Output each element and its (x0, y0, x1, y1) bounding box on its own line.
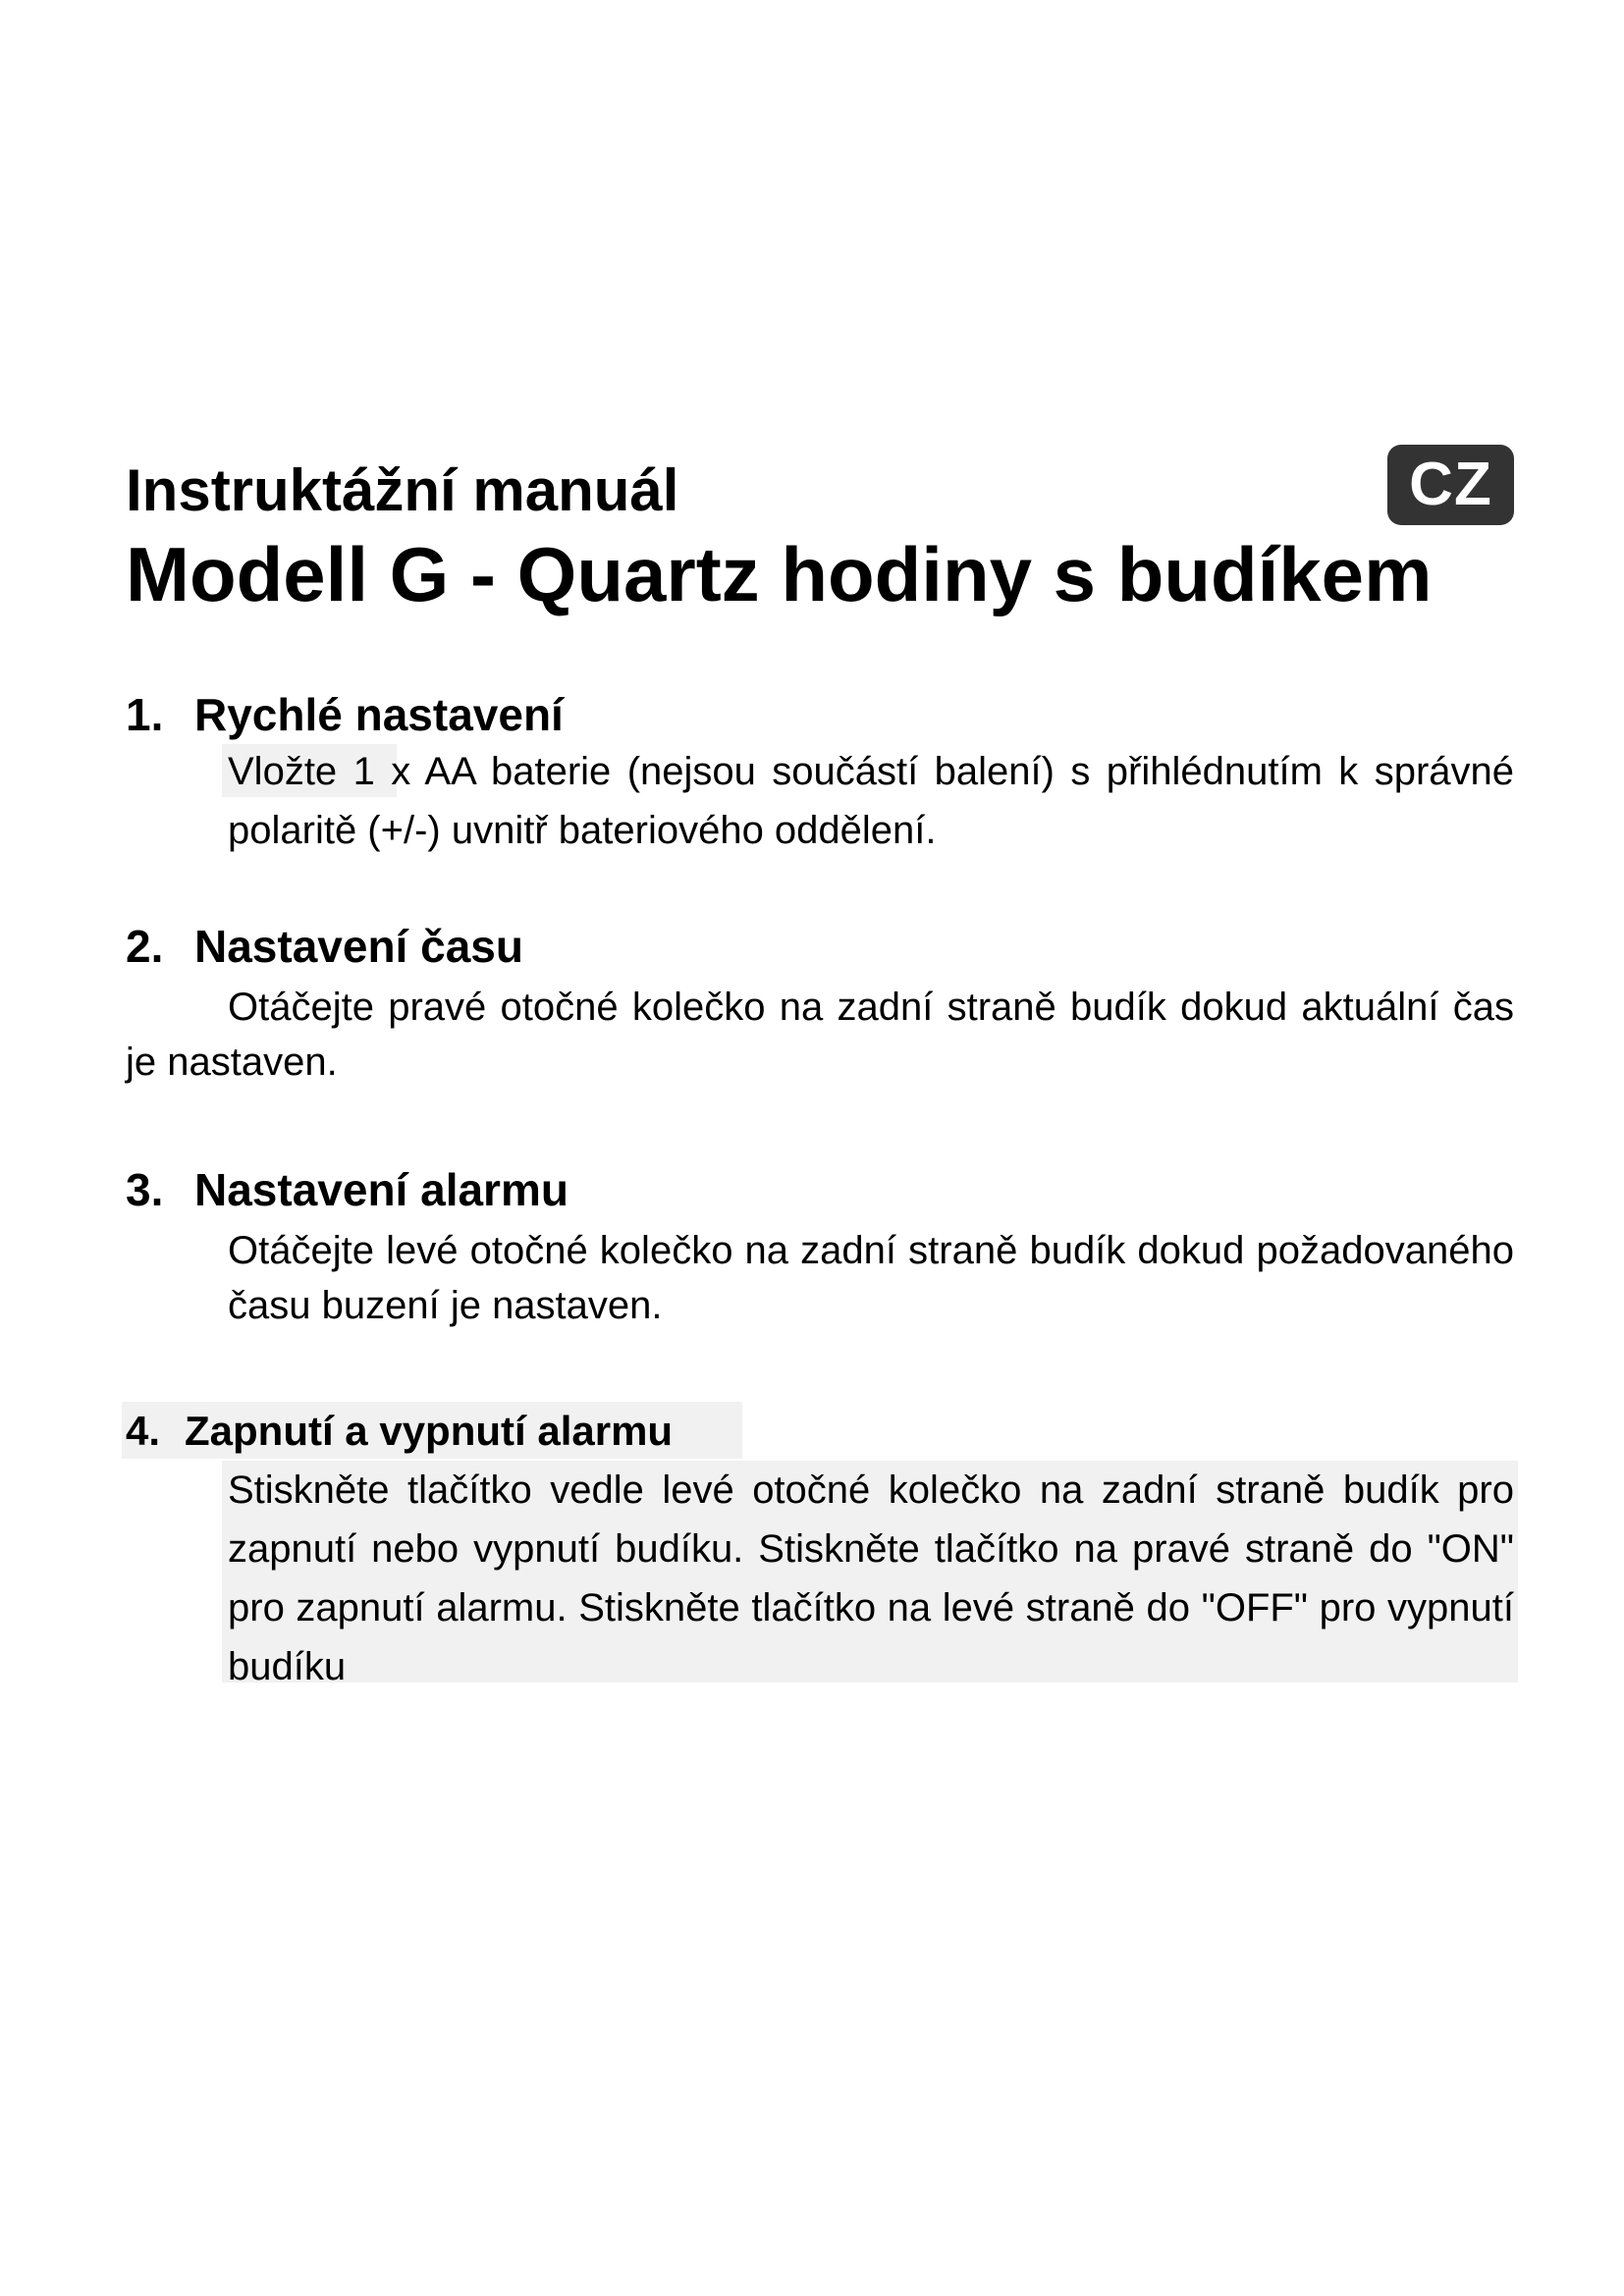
section-title: Rychlé nastavení (194, 689, 564, 740)
section-title: Nastavení alarmu (194, 1164, 568, 1215)
section-heading-alarm-setting (126, 1162, 568, 1217)
section-heading-time-setting (126, 919, 523, 974)
section-text-alarm-on-off: Stiskněte tlačítko vedle levé otočné kolečko na zadní straně budík pro zapnutí nebo vypnutí budíku. Stiskněte tlačítko na pravé straně do "ON" pro zapnutí alarmu. Stiskněte tlačítko na levé straně do "OFF" pro vypnutí budíku (228, 1468, 1514, 1688)
section-number: 2. (126, 921, 164, 972)
section-number: 3. (126, 1164, 164, 1215)
section-heading-alarm-on-off (126, 1404, 673, 1459)
section-number: 4. (126, 1408, 161, 1454)
section-title: Zapnutí a vypnutí alarmu (185, 1408, 674, 1454)
document-title: Modell G - Quartz hodiny s budíkem (126, 531, 1433, 617)
section-text-quick-setup: Vložte 1 x AA baterie (nejsou součástí balení) s přihlédnutím k správné polaritě (+/-) uvnitř bateriového oddělení. (228, 750, 1514, 852)
section-number: 1. (126, 689, 164, 740)
language-badge: CZ (1387, 445, 1514, 525)
section-text-time-setting: Otáčejte pravé otočné kolečko na zadní straně budík dokud aktuální čas je nastaven. (126, 986, 1514, 1084)
section-title: Nastavení času (194, 921, 523, 972)
document-subtitle: Instruktážní manuál (126, 457, 679, 523)
section-heading-quick-setup (126, 687, 564, 742)
section-text-alarm-setting: Otáčejte levé otočné kolečko na zadní straně budík dokud požadovaného času buzení je nastaven. (228, 1229, 1514, 1327)
